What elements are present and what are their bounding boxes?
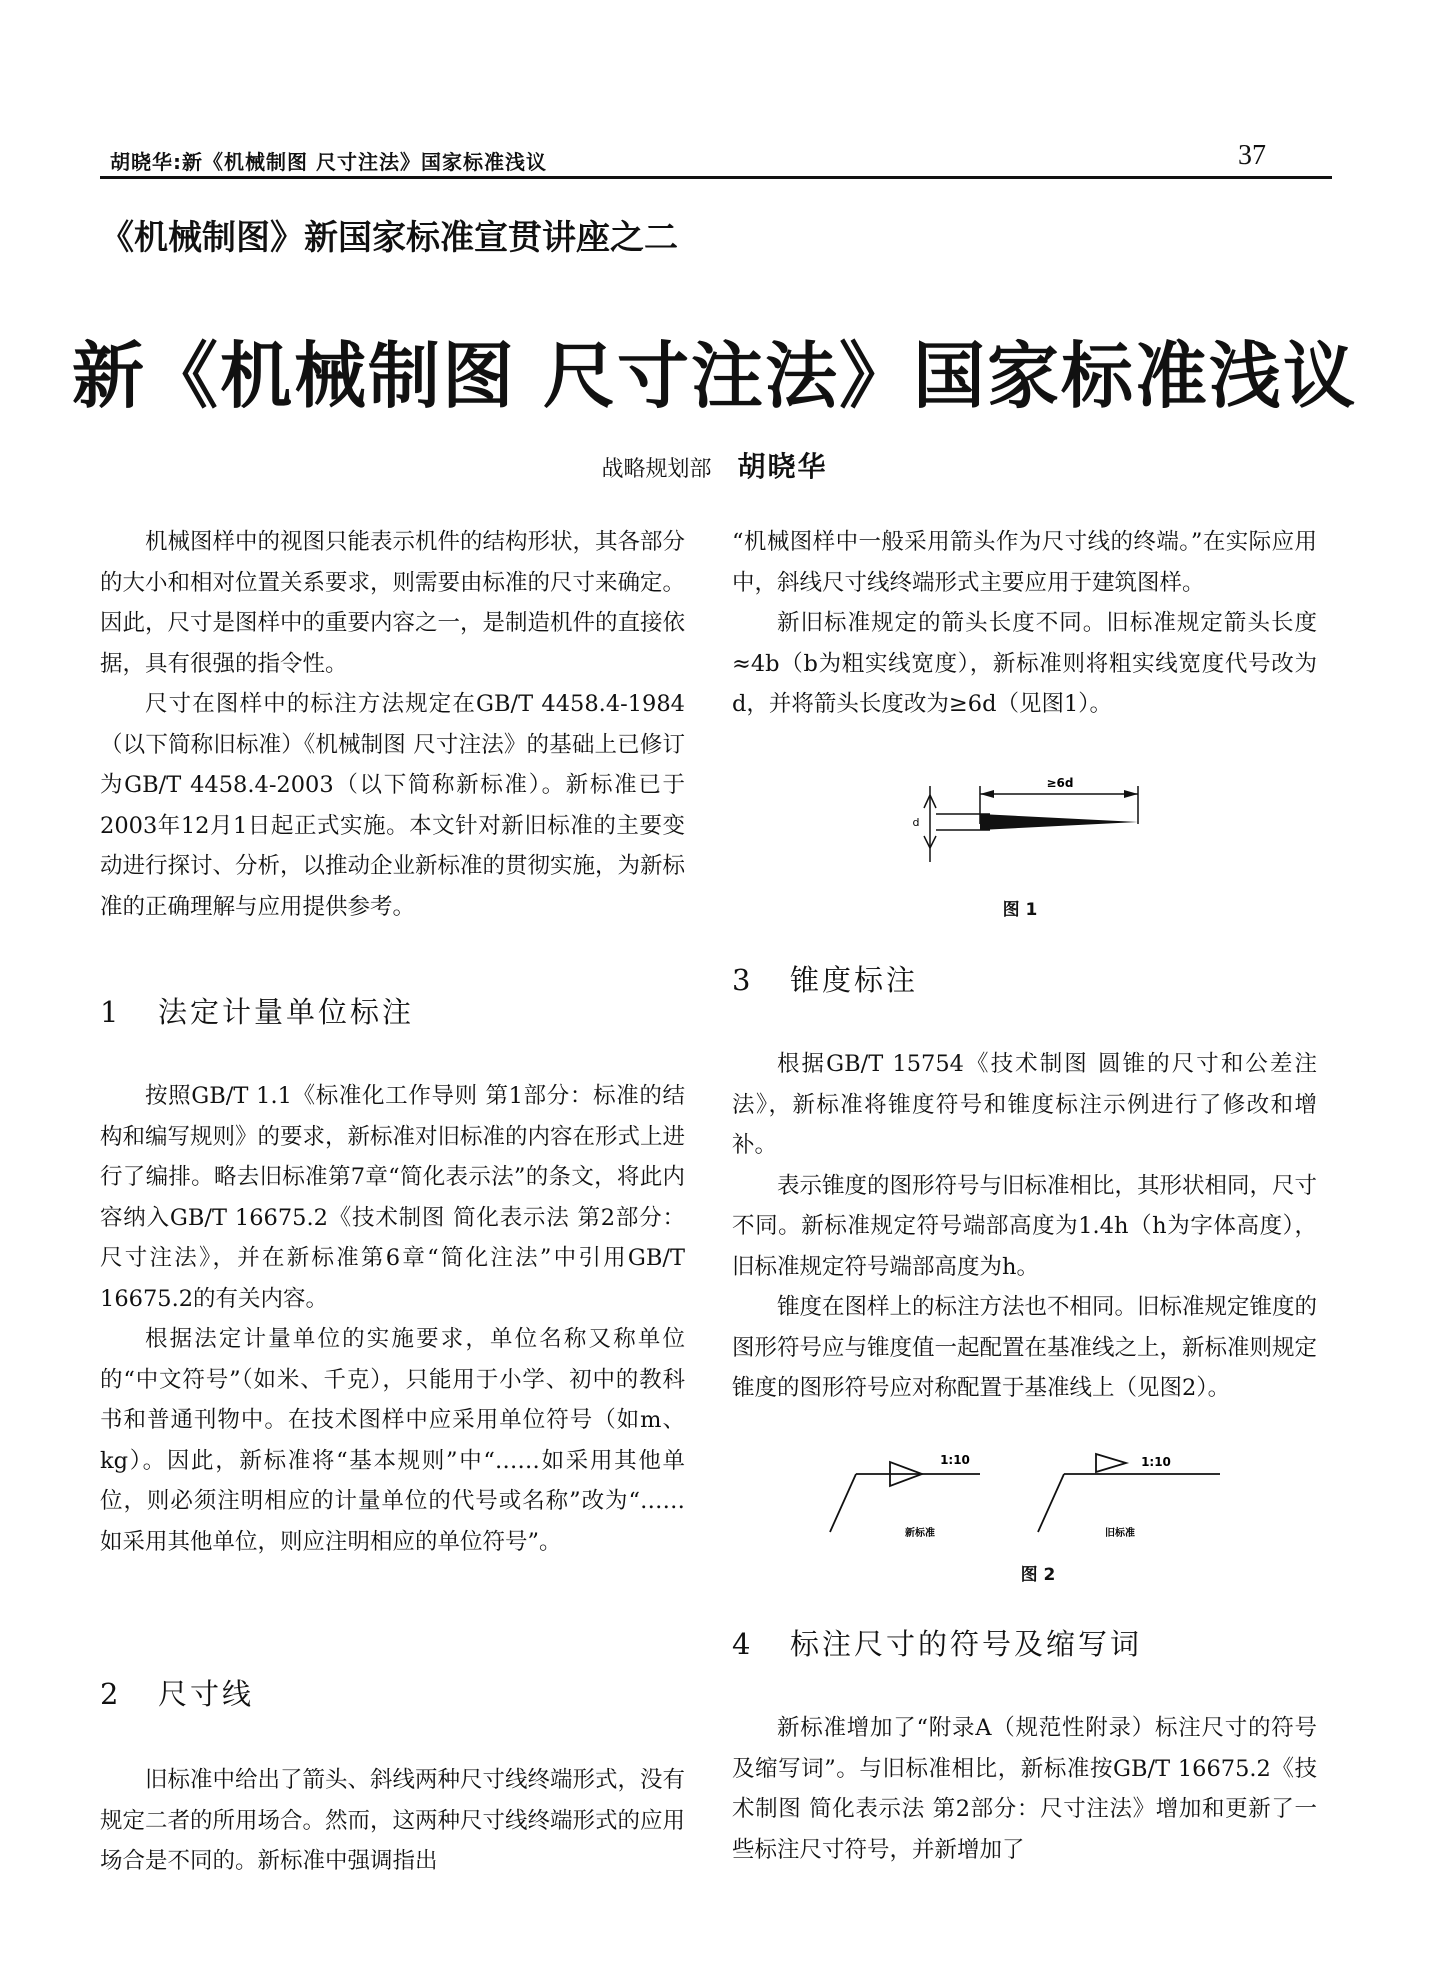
figure-2-taper-symbols [820, 1448, 1240, 1548]
page-number: 37 [1238, 140, 1266, 171]
section-1-body [100, 1076, 685, 1562]
byline [0, 445, 1429, 485]
author-dept: 战略规划部 [601, 457, 712, 482]
section-title: 锥度标注 [790, 963, 919, 997]
section-title: 法定计量单位标注 [158, 995, 415, 1029]
section-1-heading [100, 990, 414, 1031]
section-2-body [100, 1760, 685, 1882]
fig1-length-label: ≥6d [1046, 776, 1074, 790]
figure-2-caption: 图 2 [1020, 1565, 1056, 1585]
s4-para-1: 新标准增加了“附录A（规范性附录）标注尺寸的符号及缩写词”。与旧标准相比，新标准按GB/T 16675.2《技术制图 简化表示法 第2部分：尺寸注法》增加和更新了一些标注尺寸符号，并新增加了 [732, 1715, 1317, 1863]
fig2-label-new: 新标准 [905, 1528, 935, 1539]
section-2-heading [100, 1672, 254, 1713]
s3-para-1: 根据GB/T 15754《技术制图 圆锥的尺寸和公差注法》，新标准将锥度符号和锥度标注示例进行了修改和增补。 [732, 1051, 1317, 1158]
fig1-width-label: d [912, 816, 920, 829]
s2-continued: “机械图样中一般采用箭头作为尺寸线的终端。”在实际应用中，斜线尺寸线终端形式主要应用于建筑图样。 [732, 529, 1317, 596]
section-4-body [732, 1708, 1317, 1870]
series-title: 《机械制图》新国家标准宣贯讲座之二 [100, 218, 678, 258]
fig2-label-old: 旧标准 [1105, 1528, 1135, 1539]
section-number: 2 [100, 1677, 122, 1711]
section-number: 1 [100, 995, 122, 1029]
figure-1-arrow-diagram [900, 770, 1160, 866]
fig2-ratio-old: 1:10 [1141, 1455, 1171, 1469]
section-title: 尺寸线 [158, 1677, 255, 1711]
section-number: 4 [732, 1627, 754, 1661]
s3-para-3: 锥度在图样上的标注方法也不相同。旧标准规定锥度的图形符号应与锥度值一起配置在基准线之上，新标准则规定锥度的图形符号应对称配置于基准线上（见图2）。 [732, 1294, 1318, 1401]
section-3-body [732, 1044, 1317, 1409]
s1-para-2: 根据法定计量单位的实施要求，单位名称又称单位的“中文符号”（如米、千克），只能用于小学、初中的教科书和普通刊物中。在技术图样中应采用单位符号（如m、kg）。因此，新标准将“基本规则”中“……如采用其他单位，则必须注明相应的计量单位的代号或名称”改为“……如采用其他单位，则应注明相应的单位符号”。 [100, 1326, 685, 1555]
fig2-ratio-new: 1:10 [940, 1453, 970, 1467]
header-rule [100, 176, 1332, 179]
section-number: 3 [732, 963, 754, 997]
section-4-heading [732, 1622, 1142, 1663]
section-title: 标注尺寸的符号及缩写词 [790, 1627, 1143, 1661]
s2-para-2: 新旧标准规定的箭头长度不同。旧标准规定箭头长度≈4b（b为粗实线宽度），新标准则将粗实线宽度代号改为d，并将箭头长度改为≥6d（见图1）。 [732, 610, 1317, 717]
article-title: 新《机械制图 尺寸注法》国家标准浅议 [71, 334, 1358, 418]
figure-1-caption: 图 1 [1002, 900, 1038, 920]
intro-para-2: 尺寸在图样中的标注方法规定在GB/T 4458.4-1984（以下简称旧标准）《机械制图 尺寸注法》的基础上已修订为GB/T 4458.4-2003（以下简称新标准）。新标准已于2003年12月1日起正式实施。本文针对新旧标准的主要变动进行探讨、分析，以推动企业新标准的贯彻实施，为新标准的正确理解与应用提供参考。 [100, 691, 686, 920]
s3-para-2: 表示锥度的图形符号与旧标准相比，其形状相同，尺寸不同。新标准规定符号端部高度为1.4h（h为字体高度），旧标准规定符号端部高度为h。 [732, 1172, 1318, 1280]
s2-para-1: 旧标准中给出了箭头、斜线两种尺寸线终端形式，没有规定二者的所用场合。然而，这两种尺寸线终端形式的应用场合是不同的。新标准中强调指出 [100, 1767, 686, 1874]
author-name: 胡晓华 [737, 450, 828, 483]
intro-para-1: 机械图样中的视图只能表示机件的结构形状，其各部分的大小和相对位置关系要求，则需要由标准的尺寸来确定。因此，尺寸是图样中的重要内容之一，是制造机件的直接依据，具有很强的指令性。 [100, 529, 686, 677]
s1-para-1: 按照GB/T 1.1《标准化工作导则 第1部分：标准的结构和编写规则》的要求，新标准对旧标准的内容在形式上进行了编排。略去旧标准第7章“简化表示法”的条文，将此内容纳入GB/T 16675.2《技术制图 简化表示法 第2部分：尺寸注法》，并在新标准第6章“简化注法”中引用GB/T 16675.2的有关内容。 [100, 1083, 686, 1312]
running-header: 胡晓华:新《机械制图 尺寸注法》国家标准浅议 [110, 150, 547, 174]
left-column [100, 522, 685, 927]
section-3-heading [732, 958, 918, 999]
right-column [732, 522, 1317, 725]
